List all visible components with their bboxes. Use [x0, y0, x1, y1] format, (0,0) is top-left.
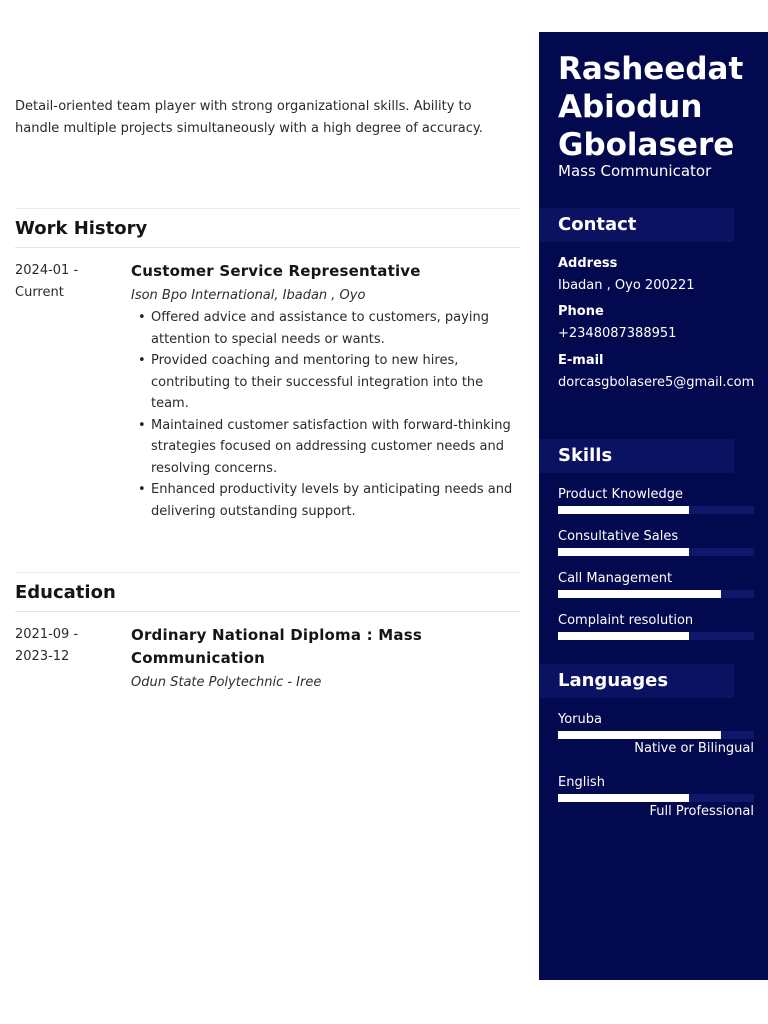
languages-heading: Languages	[539, 664, 734, 698]
phone-label: Phone	[558, 304, 604, 319]
language-level-fill	[558, 731, 721, 739]
email-label: E-mail	[558, 353, 604, 368]
work-history-rule-top	[15, 208, 520, 209]
address-value: Ibadan , Oyo 200221	[558, 278, 695, 293]
work-entry-bullet: • Offered advice and assistance to customers, paying attention to special needs or wants.	[131, 307, 521, 350]
candidate-name-line: Rasheedat	[558, 51, 744, 87]
skill-name: Product Knowledge	[558, 487, 683, 502]
work-entry-title: Customer Service Representative	[131, 262, 421, 280]
work-entry-bullet: • Provided coaching and mentoring to new hires, contributing to their successful integration into the team.	[131, 350, 521, 415]
skill-level-fill	[558, 548, 689, 556]
contact-heading: Contact	[539, 208, 734, 242]
skills-heading: Skills	[539, 439, 734, 473]
skill-level-fill	[558, 506, 689, 514]
candidate-name-line: Abiodun	[558, 89, 703, 125]
skill-name: Call Management	[558, 571, 673, 586]
work-entry-date-end: Current	[15, 285, 64, 300]
language-level-label: Native or Bilingual	[634, 741, 754, 756]
email-value: dorcasgbolasere5@gmail.com	[558, 375, 755, 390]
skill-name: Consultative Sales	[558, 529, 679, 544]
education-entry-title: Ordinary National Diploma : Mass Communication	[131, 626, 422, 667]
skill-level-fill	[558, 632, 689, 640]
education-rule-bottom	[15, 611, 520, 612]
language-level-label: Full Professional	[649, 804, 754, 819]
language-level-bar	[558, 794, 754, 802]
skill-level-bar	[558, 506, 754, 514]
work-entry-body	[131, 260, 521, 522]
education-entry-school: Odun State Polytechnic - Iree	[131, 675, 322, 690]
work-entry-date-start: 2024-01 -	[15, 263, 79, 278]
address-label: Address	[558, 256, 618, 271]
education-entry-body	[131, 624, 521, 694]
work-entry-bullet: • Enhanced productivity levels by anticipating needs and delivering outstanding support.	[131, 479, 521, 522]
work-entry-dates	[15, 260, 115, 304]
education-entry-date-start: 2021-09 -	[15, 627, 79, 642]
phone-value: +2348087388951	[558, 326, 677, 341]
skill-level-bar	[558, 632, 754, 640]
skill-level-fill	[558, 590, 721, 598]
work-entry-bullet: • Maintained customer satisfaction with forward-thinking strategies focused on addressing customer needs and resolving concerns.	[131, 415, 521, 480]
skill-level-bar	[558, 590, 754, 598]
work-history-rule-bottom	[15, 247, 520, 248]
work-history-heading: Work History	[15, 218, 148, 239]
language-level-fill	[558, 794, 689, 802]
sidebar	[539, 32, 768, 980]
education-rule-top	[15, 572, 520, 573]
professional-summary: Detail-oriented team player with strong organizational skills. Ability to handle multiple projects simultaneously with a high degree of accuracy.	[15, 99, 483, 136]
candidate-name	[558, 50, 763, 164]
candidate-role: Mass Communicator	[558, 162, 712, 180]
work-entry-employer: Ison Bpo International, Ibadan , Oyo	[131, 288, 366, 303]
skill-name: Complaint resolution	[558, 613, 694, 628]
candidate-name-line: Gbolasere	[558, 127, 735, 163]
main-column	[0, 32, 540, 980]
work-entry-bullet-list	[131, 307, 521, 522]
education-entry-date-end: 2023-12	[15, 649, 70, 664]
language-name: English	[558, 775, 605, 790]
language-level-bar	[558, 731, 754, 739]
education-entry-dates	[15, 624, 115, 668]
skill-level-bar	[558, 548, 754, 556]
education-heading: Education	[15, 582, 116, 603]
language-name: Yoruba	[558, 712, 602, 727]
